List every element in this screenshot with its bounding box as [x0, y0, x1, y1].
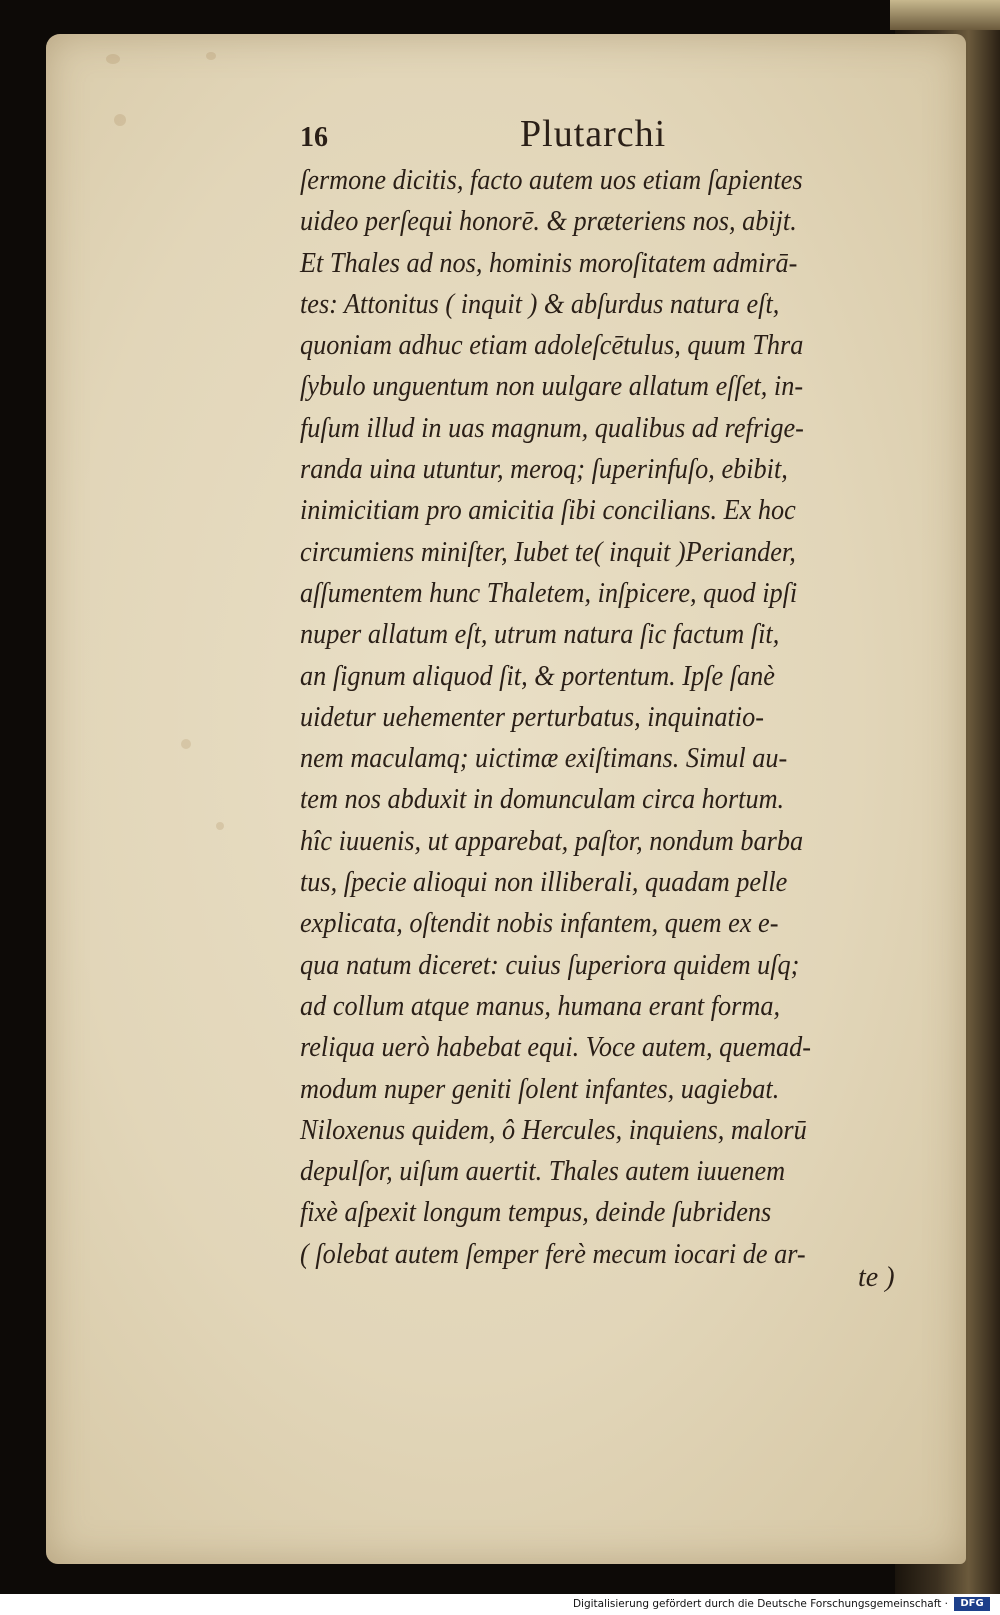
text-line: uidetur uehementer perturbatus, inquinatio-	[300, 701, 764, 733]
text-line: explicata, oſtendit nobis infantem, quem ex e-	[300, 908, 779, 940]
page-heading: Plutarchi	[520, 113, 667, 155]
paper-stain	[106, 54, 120, 64]
text-line: fixè aſpexit longum tempus, deinde ſubridens	[300, 1197, 772, 1229]
text-line: tus, ſpecie alioqui non illiberali, quadam pelle	[300, 867, 788, 899]
funding-credit-text: Digitalisierung gefördert durch die Deutsche Forschungsgemeinschaft ·	[572, 1598, 948, 1610]
text-line: ( ſolebat autem ſemper ferè mecum iocari de ar-	[300, 1238, 806, 1270]
catchword: te )	[858, 1262, 895, 1293]
text-line: randa uina utuntur, meroq; ſuperinfuſo, ebibit,	[300, 454, 788, 486]
text-line: an ſignum aliquod ſit, & portentum. Ipſe ſanè	[300, 660, 775, 692]
text-line: ſermone dicitis, facto autem uos etiam ſapientes	[300, 165, 803, 196]
text-line: ad collum atque manus, humana erant forma,	[300, 990, 781, 1022]
text-line: ſybulo unguentum non uulgare allatum eſſet, in-	[300, 371, 804, 403]
paper-stain	[114, 114, 126, 126]
text-line: tem nos abduxit in domunculam circa hortum.	[300, 784, 785, 816]
text-line: hîc iuuenis, ut apparebat, paſtor, nondum barba	[300, 825, 804, 857]
text-line: modum nuper geniti ſolent infantes, uagiebat.	[300, 1073, 780, 1105]
text-line: qua natum diceret: cuius ſuperiora quidem uſq;	[300, 949, 800, 981]
book-page-edge-top	[890, 0, 1000, 30]
text-line: fuſum illud in uas magnum, qualibus ad refrige-	[300, 412, 804, 444]
footer-credit	[0, 1594, 1000, 1615]
dfg-logo: DFG	[954, 1597, 990, 1611]
text-line: inimicitiam pro amicitia ſibi concilians. Ex hoc	[300, 495, 796, 527]
paper-stain	[216, 822, 224, 830]
text-line: quoniam adhuc etiam adoleſcētulus, quum Thra	[300, 330, 804, 362]
text-line: tes: Attonitus ( inquit ) & abſurdus natura eſt,	[300, 288, 780, 320]
paper-stain	[206, 52, 216, 60]
paper-stain	[181, 739, 191, 749]
text-line: nem maculamq; uictimæ exiſtimans. Simul au-	[300, 743, 788, 775]
text-line: depulſor, uiſum auertit. Thales autem iuuenem	[300, 1156, 786, 1188]
text-line: Et Thales ad nos, hominis moroſitatem admirā-	[300, 247, 798, 279]
text-line: nuper allatum eſt, utrum natura ſic factum ſit,	[300, 619, 780, 651]
text-line: aſſumentem hunc Thaletem, inſpicere, quod ipſi	[300, 577, 798, 609]
running-head	[300, 112, 920, 156]
text-line: circumiens miniſter, Iubet te( inquit )Periander,	[300, 536, 796, 568]
text-line: reliqua uerò habebat equi. Voce autem, quemad-	[300, 1032, 812, 1064]
text-line: Niloxenus quidem, ô Hercules, inquiens, malorū	[300, 1114, 807, 1146]
body-text	[300, 160, 940, 1275]
page-number: 16	[300, 122, 328, 153]
text-line: uideo perſequi honorē. & præteriens nos, abijt.	[300, 206, 797, 238]
